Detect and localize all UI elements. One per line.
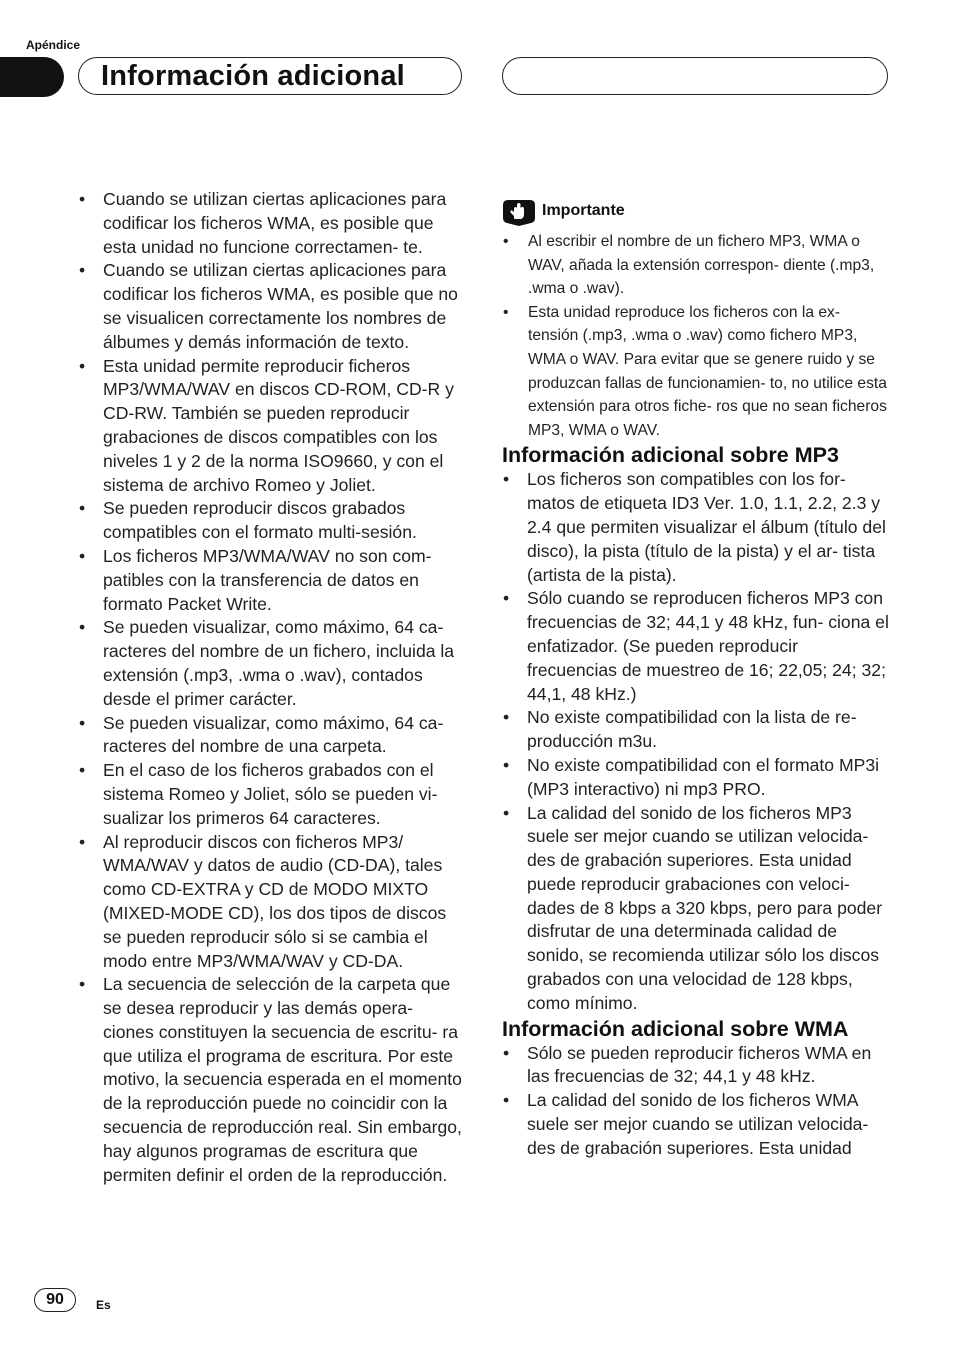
list-item: • Los ficheros MP3/WMA/WAV no son com- patibles con la transferencia de datos en formato Packet Write. (78, 545, 464, 616)
list-item: • En el caso de los ficheros grabados con el sistema Romeo y Joliet, sólo se pueden vi- sualizar los primeros 64 caracteres. (78, 759, 464, 830)
important-heading (502, 196, 890, 226)
list-item: • Cuando se utilizan ciertas aplicaciones para codificar los ficheros WMA, es posible que no se visualicen correctamente los nombres de álbumes y demás información de texto. (78, 259, 464, 354)
list-item: • Esta unidad permite reproducir ficheros MP3/WMA/WAV en discos CD-ROM, CD-R y CD-RW. También se pueden reproducir grabaciones de discos compatibles con los niveles 1 y 2 de la norma ISO9660, y con el sistema de archivo Romeo y Joliet. (78, 355, 464, 498)
list-item: • Al reproducir discos con ficheros MP3/ WMA/WAV y datos de audio (CD-DA), tales como CD-EXTRA y CD de MODO MIXTO (MIXED-MODE CD), los dos tipos de discos se pueden reproducir sólo si se cambia el modo entre MP3/WMA/WAV y CD-DA. (78, 831, 464, 974)
left-column (78, 188, 464, 1187)
header-empty-box (502, 57, 888, 95)
list-item: • Se pueden visualizar, como máximo, 64 ca- racteres del nombre de una carpeta. (78, 712, 464, 760)
page-title-box (78, 57, 462, 95)
mp3-section-heading: Información adicional sobre MP3 (502, 443, 839, 468)
section-label: Apéndice (26, 38, 81, 52)
list-item: • Al escribir el nombre de un fichero MP3, WMA o WAV, añada la extensión correspon- diente (.mp3, .wma o .wav). (502, 230, 890, 301)
list-item: • La secuencia de selección de la carpeta que se desea reproducir y las demás opera- ciones constituyen la secuencia de escritu- ra que utiliza el programa de escritura. Por este motivo, la secuencia esperada en el momento de la reproducción puede no coincidir con la secuencia de reproducción real. Sin embargo, hay algunos programas de escritura que permiten definir el orden de la reproducción. (78, 973, 464, 1187)
page-number: 90 (34, 1288, 76, 1312)
right-column (502, 196, 890, 1161)
left-bullet-list (78, 188, 464, 1187)
list-item: • Se pueden visualizar, como máximo, 64 ca- racteres del nombre de un fichero, incluida la extensión (.mp3, .wma o .wav), contados desde el primer carácter. (78, 616, 464, 711)
list-item: • Sólo se pueden reproducir ficheros WMA en las frecuencias de 32; 44,1 y 48 kHz. (502, 1042, 890, 1090)
important-label: Importante (542, 202, 625, 219)
page-title: Información adicional (101, 59, 405, 92)
important-hand-icon (502, 196, 536, 226)
wma-section-heading: Información adicional sobre WMA (502, 1016, 849, 1041)
list-item: • No existe compatibilidad con la lista de re- producción m3u. (502, 706, 890, 754)
list-item: • Esta unidad reproduce los ficheros con la ex- tensión (.mp3, .wma o .wav) como fichero MP3, WMA o WAV. Para evitar que se genere ruido y se produzcan fallas de funcionamien- to, no utilice esta extensión para otros fiche- ros que no sean ficheros MP3, WMA o WAV. (502, 301, 890, 443)
list-item: • La calidad del sonido de los ficheros MP3 suele ser mejor cuando se utilizan velocida- des de grabación superiores. Esta unidad puede reproducir grabaciones con veloci- dades de 8 kbps a 320 kbps, pero para poder disfrutar de una determinada calidad de sonido, se recomienda utilizar sólo los discos grabados con una velocidad de 128 kbps, como mínimo. (502, 802, 890, 1016)
section-tab-marker (0, 57, 64, 97)
list-item: • Cuando se utilizan ciertas aplicaciones para codificar los ficheros WMA, es posible que esta unidad no funcione correctamen- te. (78, 188, 464, 259)
language-code: Es (96, 1298, 111, 1312)
important-bullet-list (502, 230, 890, 442)
list-item: • Se pueden reproducir discos grabados compatibles con el formato multi-sesión. (78, 497, 464, 545)
list-item: • La calidad del sonido de los ficheros WMA suele ser mejor cuando se utilizan velocida- des de grabación superiores. Esta unidad (502, 1089, 890, 1160)
list-item: • Los ficheros son compatibles con los for- matos de etiqueta ID3 Ver. 1.0, 1.1, 2.2, 2.3 y 2.4 que permiten visualizar el álbum (título del disco), la pista (título de la pista) y el ar- tista (artista de la pista). (502, 468, 890, 587)
list-item: • Sólo cuando se reproducen ficheros MP3 con frecuencias de 32; 44,1 y 48 kHz, fun- ciona el enfatizador. (Se pueden reproducir frecuencias de muestreo de 16; 22,05; 24; 32; 44,1, 48 kHz.) (502, 587, 890, 706)
list-item: • No existe compatibilidad con el formato MP3i (MP3 interactivo) ni mp3 PRO. (502, 754, 890, 802)
wma-bullet-list (502, 1042, 890, 1161)
mp3-bullet-list (502, 468, 890, 1015)
